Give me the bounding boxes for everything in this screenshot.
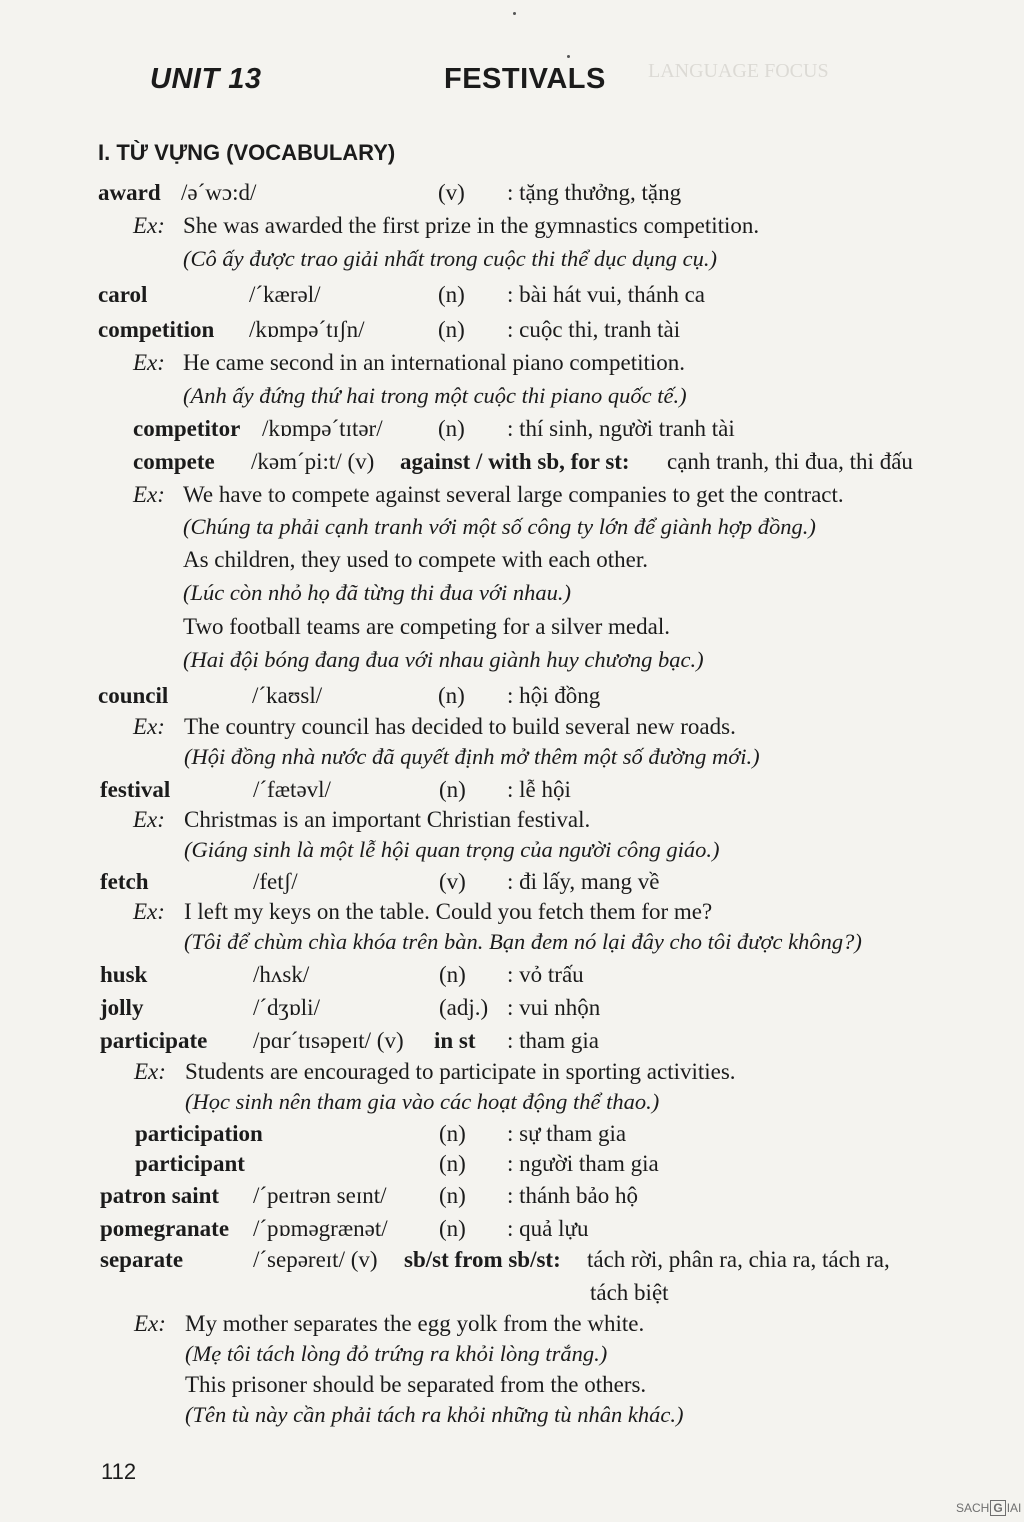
pron-award: /əˊwɔ:d/ <box>181 180 257 205</box>
meaning-participant: : người tham gia <box>507 1151 659 1176</box>
usage-compete: against / with sb, for st: <box>400 449 630 474</box>
pos-fetch: (v) <box>439 869 466 894</box>
meaning-pomegranate: : quả lựu <box>507 1216 589 1241</box>
ex-label: Ex: <box>133 899 165 924</box>
meaning-separate-2: tách biệt <box>590 1280 669 1305</box>
example-council: The country council has decided to build several new roads. <box>184 714 736 739</box>
unit-label: UNIT 13 <box>150 63 262 95</box>
ex-label: Ex: <box>133 482 165 507</box>
pos-patron-saint: (n) <box>439 1183 466 1208</box>
ex-label: Ex: <box>133 350 165 375</box>
headword-pomegranate: pomegranate <box>100 1216 230 1241</box>
translation-competition: (Anh ấy đứng thứ hai trong một cuộc thi piano quốc tế.) <box>183 383 687 408</box>
ex-label: Ex: <box>133 807 165 832</box>
pron-fetch: /fetʃ/ <box>253 869 298 894</box>
meaning-competitor: : thí sinh, người tranh tài <box>507 416 735 441</box>
example-festival: Christmas is an important Christian festival. <box>184 807 591 832</box>
meaning-jolly: : vui nhộn <box>507 995 601 1020</box>
headword-compete: compete <box>133 449 215 474</box>
ex-label: Ex: <box>133 213 165 238</box>
pos-pomegranate: (n) <box>439 1216 466 1241</box>
pron-compete: /kəmˊpi:t/ (v) <box>251 449 375 474</box>
pos-carol: (n) <box>438 282 465 307</box>
example-award: She was awarded the first prize in the gymnastics competition. <box>183 213 760 238</box>
pos-award: (v) <box>438 180 465 205</box>
meaning-separate: tách rời, phân ra, chia ra, tách ra, <box>587 1247 890 1272</box>
show-through-text: LANGUAGE FOCUS <box>648 60 829 82</box>
translation-compete-2: (Lúc còn nhỏ họ đã từng thi đua với nhau.) <box>183 580 571 605</box>
page-number: 112 <box>101 1459 137 1484</box>
usage-separate: sb/st from sb/st: <box>404 1247 561 1272</box>
pos-participant: (n) <box>439 1151 466 1176</box>
pron-competitor: /kɒmpəˊtɪtər/ <box>262 416 383 441</box>
publisher-logo <box>956 1500 1021 1516</box>
meaning-compete: cạnh tranh, thi đua, thi đấu <box>667 449 913 474</box>
headword-council: council <box>98 683 169 708</box>
pos-competitor: (n) <box>438 416 465 441</box>
pron-patron-saint: /ˊpeɪtrən seɪnt/ <box>253 1183 387 1208</box>
translation-festival: (Giáng sinh là một lễ hội quan trọng của người công giáo.) <box>184 837 720 862</box>
headword-competition: competition <box>98 317 215 342</box>
headword-patron-saint: patron saint <box>100 1183 220 1208</box>
page-title: FESTIVALS <box>444 63 606 95</box>
ex-label: Ex: <box>134 1059 166 1084</box>
meaning-council: : hội đồng <box>507 683 601 708</box>
example-separate-2: This prisoner should be separated from the others. <box>185 1372 647 1397</box>
headword-husk: husk <box>100 962 148 987</box>
pron-participate: /pɑrˊtɪsəpeɪt/ (v) <box>253 1028 404 1053</box>
logo-icon: G <box>990 1500 1005 1516</box>
meaning-festival: : lễ hội <box>507 777 571 802</box>
headword-fetch: fetch <box>100 869 149 894</box>
example-compete: We have to compete against several large companies to get the contract. <box>183 482 844 507</box>
translation-separate-2: (Tên tù này cần phải tách ra khỏi những tù nhân khác.) <box>185 1402 684 1427</box>
headword-jolly: jolly <box>100 995 144 1020</box>
example-participate: Students are encouraged to participate in sporting activities. <box>185 1059 736 1084</box>
pron-husk: /hʌsk/ <box>253 962 310 987</box>
example-compete-2: As children, they used to compete with each other. <box>183 547 648 572</box>
pos-jolly: (adj.) <box>439 995 489 1020</box>
headword-competitor: competitor <box>133 416 241 441</box>
pron-pomegranate: /ˊpɒməgrænət/ <box>253 1216 388 1241</box>
meaning-participation: : sự tham gia <box>507 1121 627 1146</box>
meaning-fetch: : đi lấy, mang về <box>507 869 660 894</box>
pron-separate: /ˊsepəreɪt/ (v) <box>253 1247 378 1272</box>
headword-festival: festival <box>100 777 171 802</box>
example-fetch: I left my keys on the table. Could you fetch them for me? <box>184 899 713 924</box>
pos-festival: (n) <box>439 777 466 802</box>
headword-award: award <box>98 180 161 205</box>
meaning-carol: : bài hát vui, thánh ca <box>507 282 705 307</box>
translation-compete: (Chúng ta phải cạnh tranh với một số công ty lớn để giành hợp đồng.) <box>183 514 816 539</box>
headword-carol: carol <box>98 282 148 307</box>
translation-award: (Cô ấy được trao giải nhất trong cuộc thi thể dục dụng cụ.) <box>183 246 717 271</box>
pron-festival: /ˊfætəvl/ <box>253 777 331 802</box>
pron-competition: /kɒmpəˊtɪʃn/ <box>249 317 365 342</box>
pos-council: (n) <box>438 683 465 708</box>
meaning-patron-saint: : thánh bảo hộ <box>507 1183 638 1208</box>
pron-carol: /ˊkærəl/ <box>249 282 321 307</box>
translation-participate: (Học sinh nên tham gia vào các hoạt động thể thao.) <box>185 1089 660 1114</box>
pos-competition: (n) <box>438 317 465 342</box>
speck <box>567 55 570 58</box>
translation-separate: (Mẹ tôi tách lòng đỏ trứng ra khỏi lòng trắng.) <box>185 1341 608 1366</box>
meaning-participate: : tham gia <box>507 1028 599 1053</box>
logo-text-right: IAI <box>1006 1501 1022 1515</box>
pos-husk: (n) <box>439 962 466 987</box>
meaning-competition: : cuộc thi, tranh tài <box>507 317 681 342</box>
speck <box>513 12 516 15</box>
usage-participate: in st <box>434 1028 476 1053</box>
example-compete-3: Two football teams are competing for a silver medal. <box>183 614 670 639</box>
meaning-award: : tặng thưởng, tặng <box>507 180 682 205</box>
meaning-husk: : vỏ trấu <box>507 962 584 987</box>
headword-participant: participant <box>135 1151 245 1176</box>
translation-council: (Hội đồng nhà nước đã quyết định mở thêm một số đường mới.) <box>184 744 760 769</box>
headword-participate: participate <box>100 1028 208 1053</box>
headword-participation: participation <box>135 1121 263 1146</box>
translation-compete-3: (Hai đội bóng đang đua với nhau giành huy chương bạc.) <box>183 647 704 672</box>
section-title: I. TỪ VỰNG (VOCABULARY) <box>98 140 396 165</box>
logo-text-left: SACH <box>956 1501 990 1515</box>
headword-separate: separate <box>100 1247 184 1272</box>
ex-label: Ex: <box>133 714 165 739</box>
pos-participation: (n) <box>439 1121 466 1146</box>
pron-council: /ˊkaʊsl/ <box>252 683 323 708</box>
translation-fetch: (Tôi để chùm chìa khóa trên bàn. Bạn đem nó lại đây cho tôi được không?) <box>184 929 862 954</box>
ex-label: Ex: <box>134 1311 166 1336</box>
example-competition: He came second in an international piano competition. <box>183 350 686 375</box>
pron-jolly: /ˊdʒɒli/ <box>253 995 320 1020</box>
example-separate: My mother separates the egg yolk from the white. <box>185 1311 645 1336</box>
